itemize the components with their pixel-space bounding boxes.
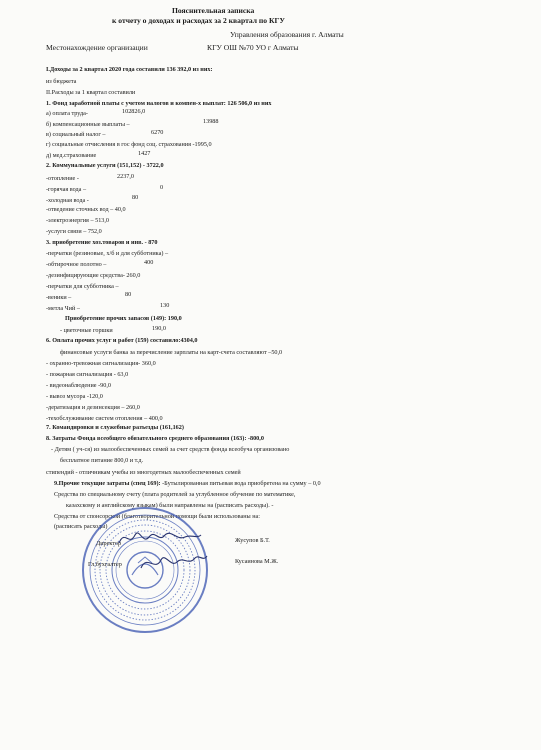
- item-6d-label: - видеонаблюдение -90,0: [46, 382, 111, 389]
- item-9-title-rest: -Бутылированная питьевая вода приобретена на сумму – 0,0: [160, 480, 321, 487]
- item-3f-label: -метла Чий –: [46, 305, 80, 312]
- item-2f-label: -услуги связи – 752,0: [46, 228, 102, 235]
- item-3b-label: -обтирочное полотно –: [46, 261, 107, 268]
- title-line-1: Пояснительная записка: [172, 6, 255, 15]
- item-9c-label: Средства от спонсорской (благотворительной помощи были использованы на:: [54, 513, 260, 520]
- item-2d-label: -отведение сточных вод – 40,0: [46, 206, 126, 213]
- item-3-title: 3. приобретение хоз.товаров и инв. - 870: [46, 239, 158, 246]
- item-9b-label: казахскому и английскому языкам) были направлены на (расписать расходы). -: [66, 502, 274, 509]
- item-3e-value: 80: [125, 291, 132, 298]
- item-2b-label: -горячая вода –: [46, 186, 87, 193]
- item-2a-label: -отопление -: [46, 175, 79, 182]
- director-name: Жусупов Б.Т.: [235, 537, 270, 544]
- item-1b-label: б) компенсационные выплаты –: [46, 121, 130, 128]
- item-1b-value: 13988: [203, 118, 219, 125]
- item-9-title: [54, 480, 321, 487]
- item-8b-label: бесплатное питание 800,0 и т.д.: [60, 457, 144, 464]
- location-label: Местонахождение организации: [46, 43, 148, 52]
- item-1c-value: 6270: [151, 129, 164, 136]
- item-8a-label: - Детям ( уч-ся) из малообеспеченных семей за счет средств фонда всеобуча организовано: [51, 446, 290, 453]
- item-9d-label: (расписать расходы): [54, 523, 108, 530]
- item-4a-label: - цветочные горшки: [60, 327, 113, 334]
- item-4-title: Приобретение прочих запасов (149): 190,0: [65, 315, 182, 322]
- item-6-title: 6. Оплата прочих услуг и работ (159) составило:4304,0: [46, 337, 198, 344]
- item-3e-label: -веники –: [46, 294, 72, 301]
- accountant-label: Гл.бухгалтер: [88, 561, 122, 568]
- item-1a-value: 102826,0: [122, 108, 146, 115]
- item-7-title: 7. Командировки и служебные разъезды (161,162): [46, 424, 184, 431]
- item-6c-label: - пожарная сигнализация - 63,0: [46, 371, 129, 378]
- item-2e-label: -электроэнергия – 513,0: [46, 217, 110, 224]
- director-label: Директор: [96, 540, 122, 547]
- item-8c-label: стипендий - отличникам учебы из многодетных малообеспеченных семей: [46, 469, 241, 476]
- item-2a-value: 2237,0: [117, 173, 135, 180]
- organization: КГУ ОШ №70 УО г Алматы: [207, 43, 299, 52]
- department: Управления образования г. Алматы: [230, 30, 344, 39]
- section-income: I.Доходы за 2 квартал 2020 года составили 136 392,0 из них:: [46, 66, 213, 73]
- item-2c-label: -холодная вода -: [46, 197, 89, 204]
- accountant-name: Кусаинова М.Ж.: [235, 558, 279, 565]
- item-1a-label: а) оплата труда-: [46, 110, 88, 117]
- item-6g-label: -техобслуживание систем отопления – 400,0: [46, 415, 163, 422]
- item-9-title-bold: 9.Прочие текущие затраты (спец 169):: [54, 480, 161, 487]
- item-6e-label: - вывоз мусора -120,0: [46, 393, 103, 400]
- title-line-2: к отчету о доходах и расходах за 2 квартал по КГУ: [112, 16, 285, 25]
- item-3d-label: -перчатки для субботника –: [46, 283, 119, 290]
- item-6b-label: - охранно-тревожная сигнализация- 360,0: [46, 360, 156, 367]
- item-1d-label: г) социальные отчисления в гос фонд соц. страхования -1995,0: [46, 141, 212, 148]
- item-1e-label: д) мед.страхование: [46, 152, 97, 159]
- item-2c-value: 80: [132, 194, 139, 201]
- item-6f-label: -дератизация и дезинсекция – 260,0: [46, 404, 140, 411]
- item-6a-label: финансовые услуги банка за перечисление зарплаты на карт-счета составляют –50,0: [60, 349, 283, 356]
- item-4a-value: 190,0: [152, 325, 166, 332]
- item-2-title: 2. Коммунальные услуги (151,152) - 3722,0: [46, 162, 164, 169]
- item-3b-value: 400: [144, 259, 154, 266]
- item-1c-label: в) социальный налог –: [46, 131, 106, 138]
- item-1-title: 1. Фонд заработной платы с учетом налогов и компен-х выплат: 126 506,0 из них: [46, 100, 272, 107]
- item-2b-value: 0: [160, 184, 164, 191]
- from-budget: из бюджета: [46, 78, 77, 85]
- item-3a-label: -перчатки (резиновые, х/б и для субботника) –: [46, 250, 169, 257]
- item-8-title: 8. Затраты Фонда всеобщего обязательного среднего образования (163): -800,0: [46, 435, 264, 442]
- item-9a-label: Средства по специальному счету (плата родителей за углубленное обучение по математике,: [54, 491, 296, 498]
- item-3c-label: -дезинфицирующие средства- 260,0: [46, 272, 141, 279]
- accountant-signature: [135, 548, 210, 574]
- item-3f-value: 130: [160, 302, 170, 309]
- section-expenses: II.Расходы за 1 квартал составили: [46, 89, 136, 96]
- item-1e-value: 1427: [138, 150, 151, 157]
